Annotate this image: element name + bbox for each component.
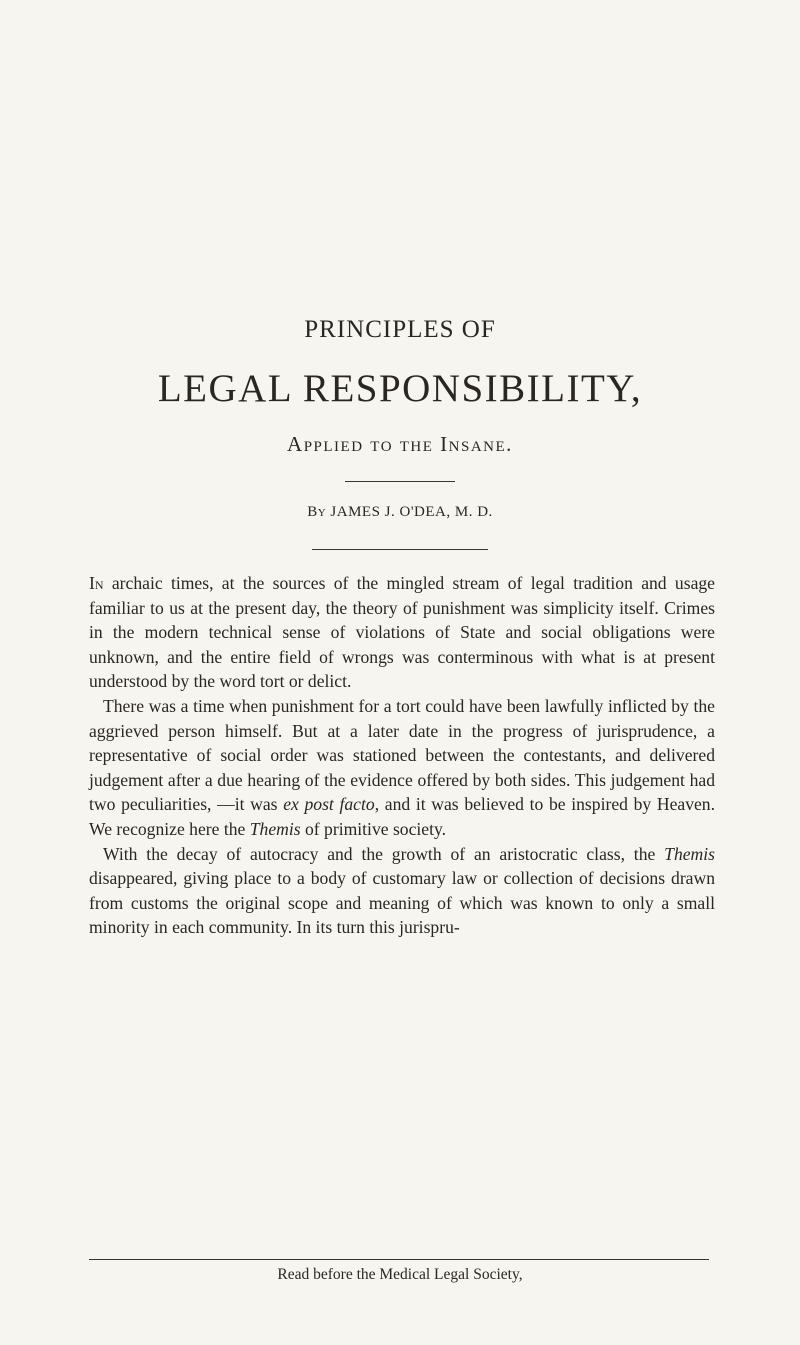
title-line-2: LEGAL RESPONSIBILITY, [157, 367, 643, 410]
paragraph-2-italic-1: ex post facto [283, 794, 375, 815]
paragraph-3 [89, 842, 715, 940]
paragraph-2 [89, 694, 715, 842]
paragraph-2-italic-2: Themis [249, 818, 301, 839]
divider-rule-top [345, 481, 455, 482]
paragraph-2-text-b: , and it was believed to be inspired by Heaven. We recognize here the [89, 794, 715, 839]
footnote-rule [89, 1259, 709, 1260]
paragraph-1 [89, 571, 715, 694]
title-line-1: PRINCIPLES OF [304, 316, 496, 343]
paragraph-1-lead: In [89, 573, 104, 593]
article-body [89, 571, 715, 940]
divider-rule-bottom [312, 549, 488, 550]
paragraph-3-text-a: With the decay of autocracy and the growth of an aristocratic class, the [103, 843, 665, 864]
subtitle: Applied to the Insane. [287, 432, 513, 456]
paragraph-2-text-c: of primitive society. [300, 818, 447, 839]
paragraph-3-text-b: disappeared, giving place to a body of customary law or collection of decisions drawn from customs the original scope and meaning of which was known to only a small minority in each community. In its turn this jurispru- [89, 868, 715, 938]
byline [0, 504, 800, 521]
paragraph-1-text: archaic times, at the sources of the mingled stream of legal tradition and usage familiar to us at the present day, the theory of punishment was simplicity itself. Crimes in the modern technical sense of violations of State and social obligations were unknown, and the entire field of wrongs was conterminous with what is at present understood by the word tort or delict. [89, 573, 715, 692]
byline-prefix: By [307, 504, 327, 520]
paragraph-2-text-a: There was a time when punishment for a tort could have been lawfully inflicted by the aggrieved person himself. But at a later date in the progress of jurisprudence, a representative of social order was stationed between the contestants, and delivered judgement after a due hearing of the evidence offered by both sides. This judgement had two peculiarities, —it was [89, 695, 715, 815]
byline-author: JAMES J. O'DEA, M. D. [330, 504, 493, 520]
paragraph-3-italic-1: Themis [664, 843, 715, 864]
footnote: Read before the Medical Legal Society, [277, 1266, 523, 1283]
